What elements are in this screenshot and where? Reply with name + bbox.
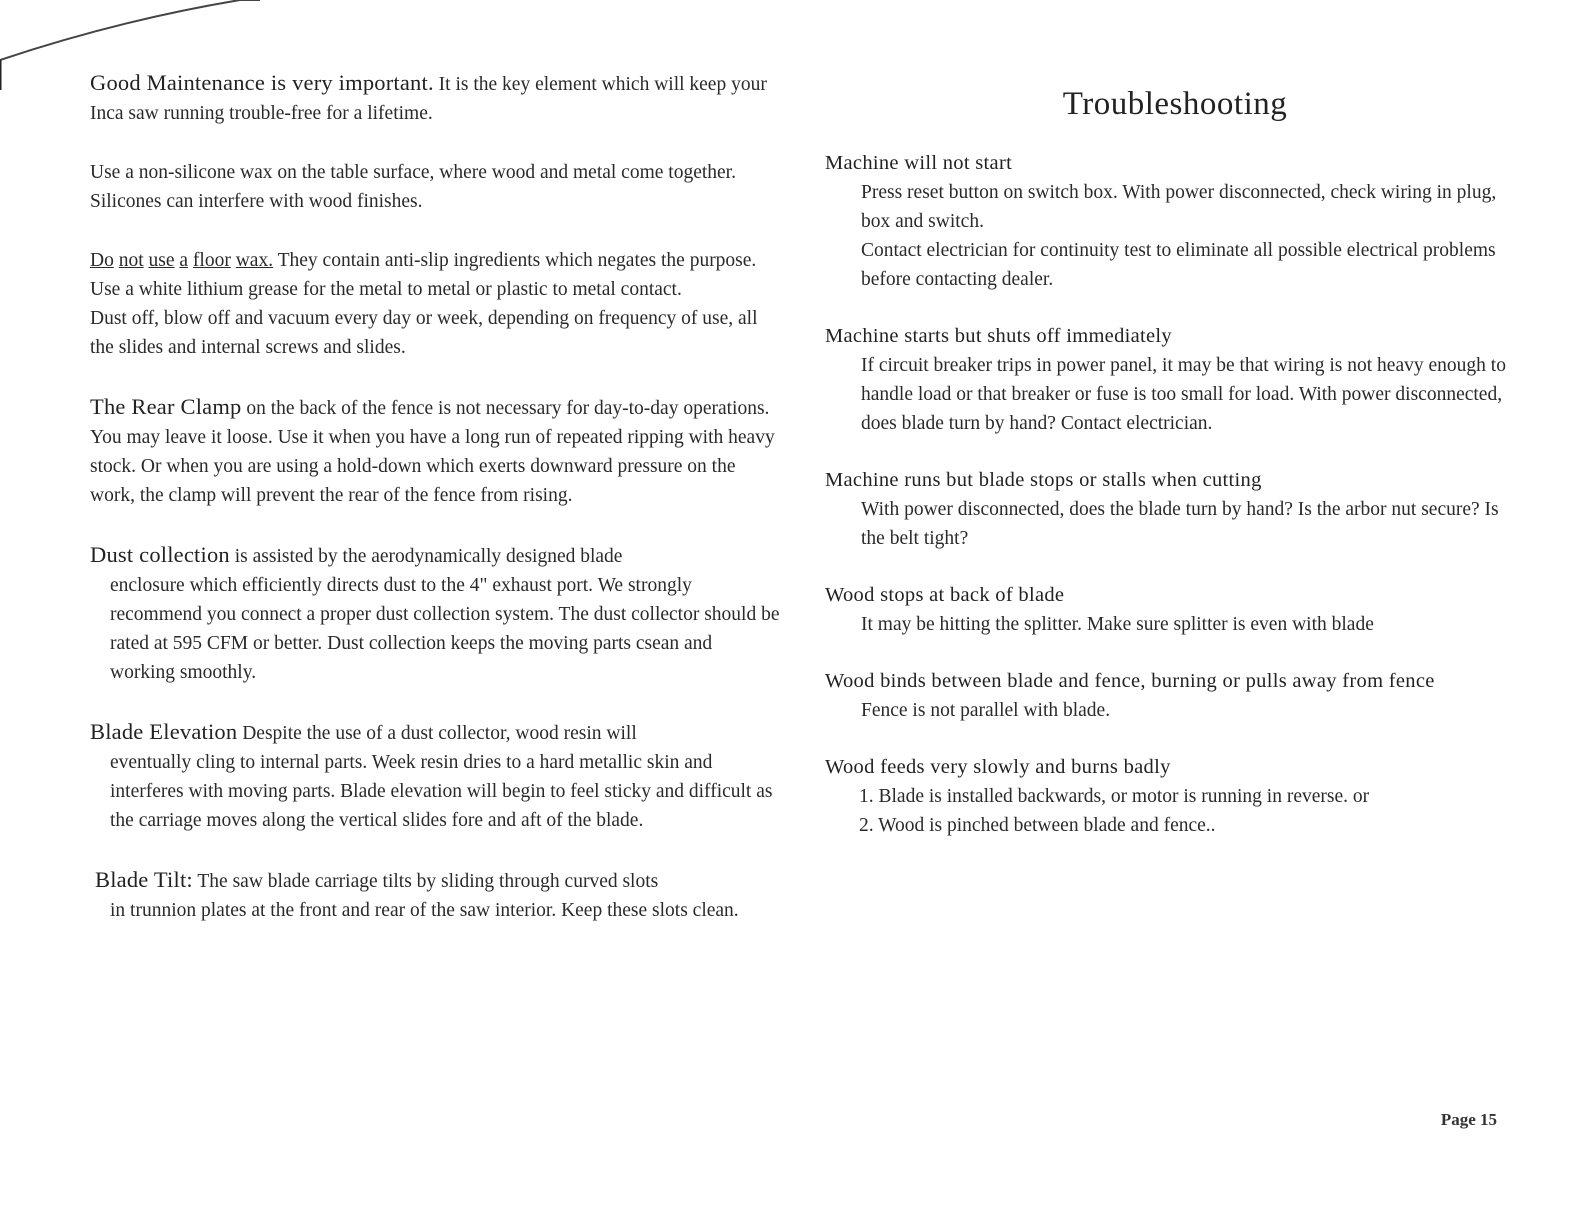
maintenance-text: It is the key element which will keep your Inca saw running trouble-free for a lifetime. [90,74,767,124]
issue-text: It may be hitting the splitter. Make sure splitter is even with blade [861,614,1374,635]
blade-tilt-line1: The saw blade carriage tilts by sliding through curved slots [192,871,659,892]
floor-wax-word: wax. [235,250,274,271]
issue-text: Fence is not parallel with blade. [861,700,1111,721]
maintenance-paragraph [90,68,780,128]
wax-paragraph: Use a non-silicone wax on the table surface, where wood and metal come together. Silicones can interfere with wood finishes. [90,162,736,212]
issue-item [825,667,1515,725]
page-number: Page 15 [1440,1110,1497,1129]
dust-collection-heading: Dust collection [90,542,230,567]
issue-text: Contact electrician for continuity test to eliminate all possible electrical problems before contacting dealer. [861,240,1496,290]
floor-wax-word: not [118,250,144,271]
maintenance-column [90,68,780,925]
grease-paragraph: Use a white lithium grease for the metal to metal or plastic to metal contact. [90,279,682,300]
floor-wax-word: Do [90,250,114,271]
blade-tilt-body: in trunnion plates at the front and rear of the saw interior. Keep these slots clean. [110,900,739,921]
floor-wax-word: floor [192,250,231,271]
issue-title: Machine runs but blade stops or stalls when cutting [825,469,1262,491]
issue-title: Wood stops at back of blade [825,584,1065,606]
floor-wax-paragraph [90,246,780,275]
blade-tilt-heading: Blade Tilt: [95,867,193,892]
issue-item [825,322,1515,438]
blade-elevation-body: eventually cling to internal parts. Week resin dries to a hard metallic skin and interferes with moving parts. Blade elevation will begin to feel sticky and difficult as the carriage moves along the vertical slides fore and aft of the blade. [110,752,773,831]
blade-tilt-paragraph [90,865,780,896]
dust-collection-line1: is assisted by the aerodynamically designed blade [229,546,623,567]
floor-wax-word: use [148,250,175,271]
issue-title: Machine starts but shuts off immediately [825,325,1172,347]
rear-clamp-paragraph [90,392,780,510]
issue-item [825,581,1515,639]
dust-collection-paragraph [90,540,780,571]
maintenance-heading: Good Maintenance is very important. [90,70,434,95]
dust-off-paragraph: Dust off, blow off and vacuum every day or week, depending on frequency of use, all the slides and internal screws and slides. [90,308,758,358]
issue-text: If circuit breaker trips in power panel, it may be that wiring is not heavy enough to handle load or that breaker or fuse is too small for load. With power disconnected, does blade turn by hand? Contact electrician. [861,355,1506,434]
issue-list-item: 2. Wood is pinched between blade and fence.. [859,815,1216,836]
issue-text: Press reset button on switch box. With power disconnected, check wiring in plug, box and switch. [861,182,1497,232]
issue-item [825,149,1515,294]
blade-elevation-line1: Despite the use of a dust collector, wood resin will [237,723,637,744]
issue-title: Wood binds between blade and fence, burning or pulls away from fence [825,670,1435,692]
dust-collection-body: enclosure which efficiently directs dust to the 4" exhaust port. We strongly recommend you connect a proper dust collection system. The dust collector should be rated at 595 CFM or better. Dust collection keeps the moving parts csean and working smoothly. [110,575,780,683]
troubleshooting-column [825,86,1515,868]
issue-item [825,753,1515,840]
rear-clamp-heading: The Rear Clamp [90,394,242,419]
issue-title: Wood feeds very slowly and burns badly [825,756,1171,778]
floor-wax-word: a [179,250,189,271]
floor-wax-text: They contain anti-slip ingredients which negates the purpose. [273,250,757,271]
issue-text: With power disconnected, does the blade turn by hand? Is the arbor nut secure? Is the belt tight? [861,499,1499,549]
blade-elevation-heading: Blade Elevation [90,719,238,744]
rear-clamp-text: on the back of the fence is not necessary for day-to-day operations. You may leave it loose. Use it when you have a long run of repeated ripping with heavy stock. Or when you are using a hold-down which exerts downward pressure on the work, the clamp will prevent the rear of the fence from rising. [90,398,775,506]
issue-title: Machine will not start [825,152,1013,174]
blade-elevation-paragraph [90,717,780,748]
issue-list-item: 1. Blade is installed backwards, or motor is running in reverse. or [859,786,1370,807]
troubleshooting-title: Troubleshooting [1062,86,1288,122]
issue-item [825,466,1515,553]
